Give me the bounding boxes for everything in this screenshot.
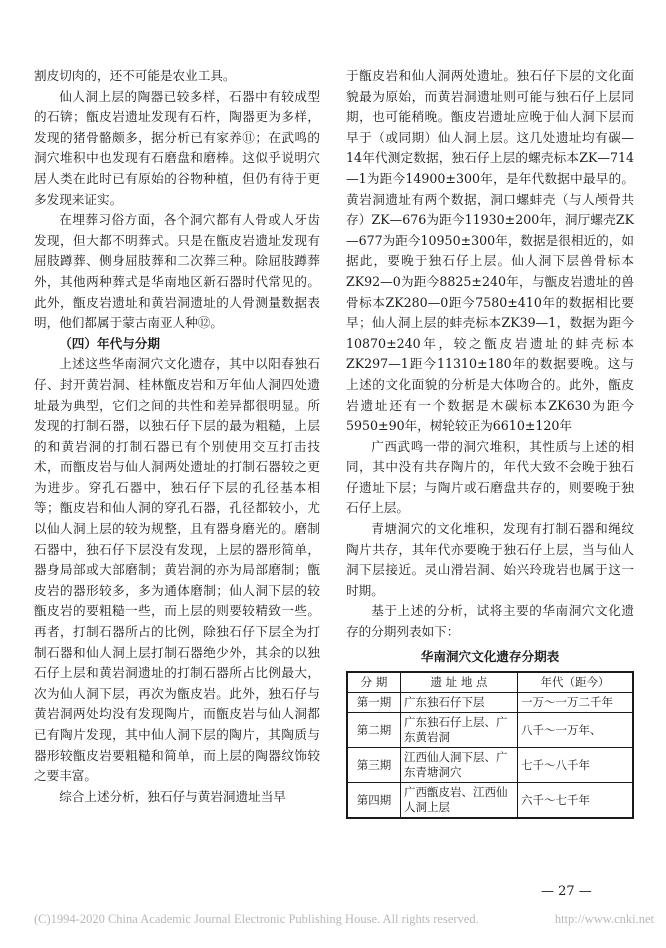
table-cell: 七千～八千年 bbox=[518, 748, 634, 783]
table-row bbox=[347, 783, 633, 819]
table-cell: 第一期 bbox=[347, 693, 401, 713]
page-number: — 27 — bbox=[541, 884, 592, 899]
paragraph: 综合上述分析，独石仔与黄岩洞遗址当早 bbox=[59, 788, 286, 804]
section-heading: （四）年代与分期 bbox=[59, 335, 160, 351]
table-row bbox=[347, 713, 633, 748]
left-column bbox=[34, 66, 320, 807]
table-header-row bbox=[347, 672, 633, 693]
periodization-table bbox=[346, 671, 634, 819]
paragraph: 割皮切肉的，还不可能是农业工具。 bbox=[34, 68, 236, 83]
table-cell: 江西仙人洞下层、广东青塘洞穴 bbox=[401, 748, 518, 783]
table-row bbox=[347, 693, 633, 713]
paragraph: 上述这些华南洞穴文化遗存，其中以阳春独石仔、封开黄岩洞、桂林甑皮岩和万年仙人洞四处遗址最为典型，它们之间的共性和差异都很明显。所发现的打制石器，以独石仔下层的最为粗糙，上层的和黄岩洞的打制石器已有个别使用交互打击技术，而甑皮岩与仙人洞两处遗址的打制石器较之更为进步。穿孔石器中，独石仔下层的孔径基本相等；甑皮岩和仙人洞的穿孔石器，孔径都较小，尤以仙人洞上层的较为规整，且有器身磨光的。磨制石器中，独石仔下层没有发现，上层的器形简单，器身局部或大部磨制；黄岩洞的亦为局部磨制；甑皮岩的器形较多，多为通体磨制；仙人洞下层的较甑皮岩的要粗糙一些，而上层的则要较精致一些。再者，打制石器所占的比例，除独石仔下层全为打制石器和仙人洞上层打制石器绝少外，其余的以独石仔上层和黄岩洞遗址的打制石器所占比例最大，次为仙人洞下层，再次为甑皮岩。此外，独石仔与黄岩洞两处均没有发现陶片，而甑皮岩与仙人洞都已有陶片发现，其中仙人洞下层的陶片，其陶质与器形较甑皮岩要粗糙和简单，而上层的陶器纹饰较之要丰富。 bbox=[34, 356, 320, 784]
paragraph: 广西武鸣一带的洞穴堆积，其性质与上述的相同，其中没有共存陶片的，年代大致不会晚于独石仔遗址下层；与陶片或石磨盘共存的，则要晚于独石仔上层。 bbox=[346, 438, 634, 516]
paragraph: 基于上述的分析，试将主要的华南洞穴文化遗存的分期列表如下： bbox=[346, 603, 634, 640]
right-column bbox=[346, 66, 634, 819]
table-cell: 一万～一万二千年 bbox=[518, 693, 634, 713]
copyright-footer bbox=[34, 912, 654, 927]
table-cell: 八千～一万年、 bbox=[518, 713, 634, 748]
table-cell: 六千～七千年 bbox=[518, 783, 634, 819]
table-cell: 第二期 bbox=[347, 713, 401, 748]
table-cell: 第四期 bbox=[347, 783, 401, 819]
paragraph: 青塘洞穴的文化堆积，发现有打制石器和绳纹陶片共存，其年代亦要晚于独石仔上层，当与仙人洞下层接近。灵山滑岩洞、始兴玲珑岩也属于这一时期。 bbox=[346, 521, 634, 598]
paragraph: 在埋葬习俗方面，各个洞穴都有人骨或人牙齿发现，但大都不明葬式。只是在甑皮岩遗址发现有屈肢蹲葬、侧身屈肢葬和二次葬三种。除屈肢蹲葬外，其他两种葬式是华南地区新石器时代常见的。此外，甑皮岩遗址和黄岩洞遗址的人骨测量数据表明，他们都属于蒙古南亚人种⑫。 bbox=[34, 212, 320, 331]
paragraph: 仙人洞上层的陶器已较多样，石器中有较成型的石锛；甑皮岩遗址发现有石杵，陶器更为多样，发现的猪骨骼颇多，据分析已有家养⑪；在武鸣的洞穴堆积中也发现有石磨盘和磨棒。这似乎说明穴居人类在此时已有原始的谷物种植，但仍有待于更多发现来证实。 bbox=[34, 88, 320, 207]
table-title: 华南洞穴文化遗存分期表 bbox=[420, 648, 560, 664]
table-cell: 第三期 bbox=[347, 748, 401, 783]
paragraph: 于甑皮岩和仙人洞两处遗址。独石仔下层的文化面貌最为原始，而黄岩洞遗址则可能与独石仔上层同期，也可能稍晚。甑皮岩遗址应晚于仙人洞下层而早于（或同期）仙人洞上层。这几处遗址均有碳—14年代测定数据，独石仔上层的螺壳标本ZK—714—1为距今14900±300年，是年代数据中最早的。黄岩洞遗址有两个数据，洞口螺蚌壳（与人颅骨共存）ZK—676为距今11930±200年，洞厅螺壳ZK—677为距今10950±300年，数据是很相近的，如据此，要晚于独石仔上层。仙人洞下层兽骨标本ZK92—0为距今8825±240年，与甑皮岩遗址的兽骨标本ZK280—0距今7580±410年的数据相比要早；仙人洞上层的蚌壳标本ZK39—1，数据为距今10870±240年，较之甑皮岩遗址的蚌壳标本ZK297—1距今11310±180年的数据要晚。这与上述的文化面貌的分析是大体吻合的。此外，甑皮岩遗址还有一个数据是木碳标本ZK630为距今5950±90年，树轮较正为6610±120年 bbox=[346, 68, 634, 434]
table-cell: 广西甑皮岩、江西仙人洞上层 bbox=[401, 783, 518, 819]
table-row bbox=[347, 748, 633, 783]
table-header-cell: 分 期 bbox=[347, 672, 401, 693]
copyright-text: (C)1994-2020 China Academic Journal Electronic Publishing House. All rights reserved. bbox=[34, 912, 479, 926]
table-cell: 广东独石仔下层 bbox=[401, 693, 518, 713]
table-header-cell: 年代（距今） bbox=[518, 672, 634, 693]
footer-url[interactable]: http://www.cnki.net bbox=[554, 912, 654, 926]
table-cell: 广东独石仔上层、广东黄岩洞 bbox=[401, 713, 518, 748]
table-header-cell: 遗 址 地 点 bbox=[401, 672, 518, 693]
